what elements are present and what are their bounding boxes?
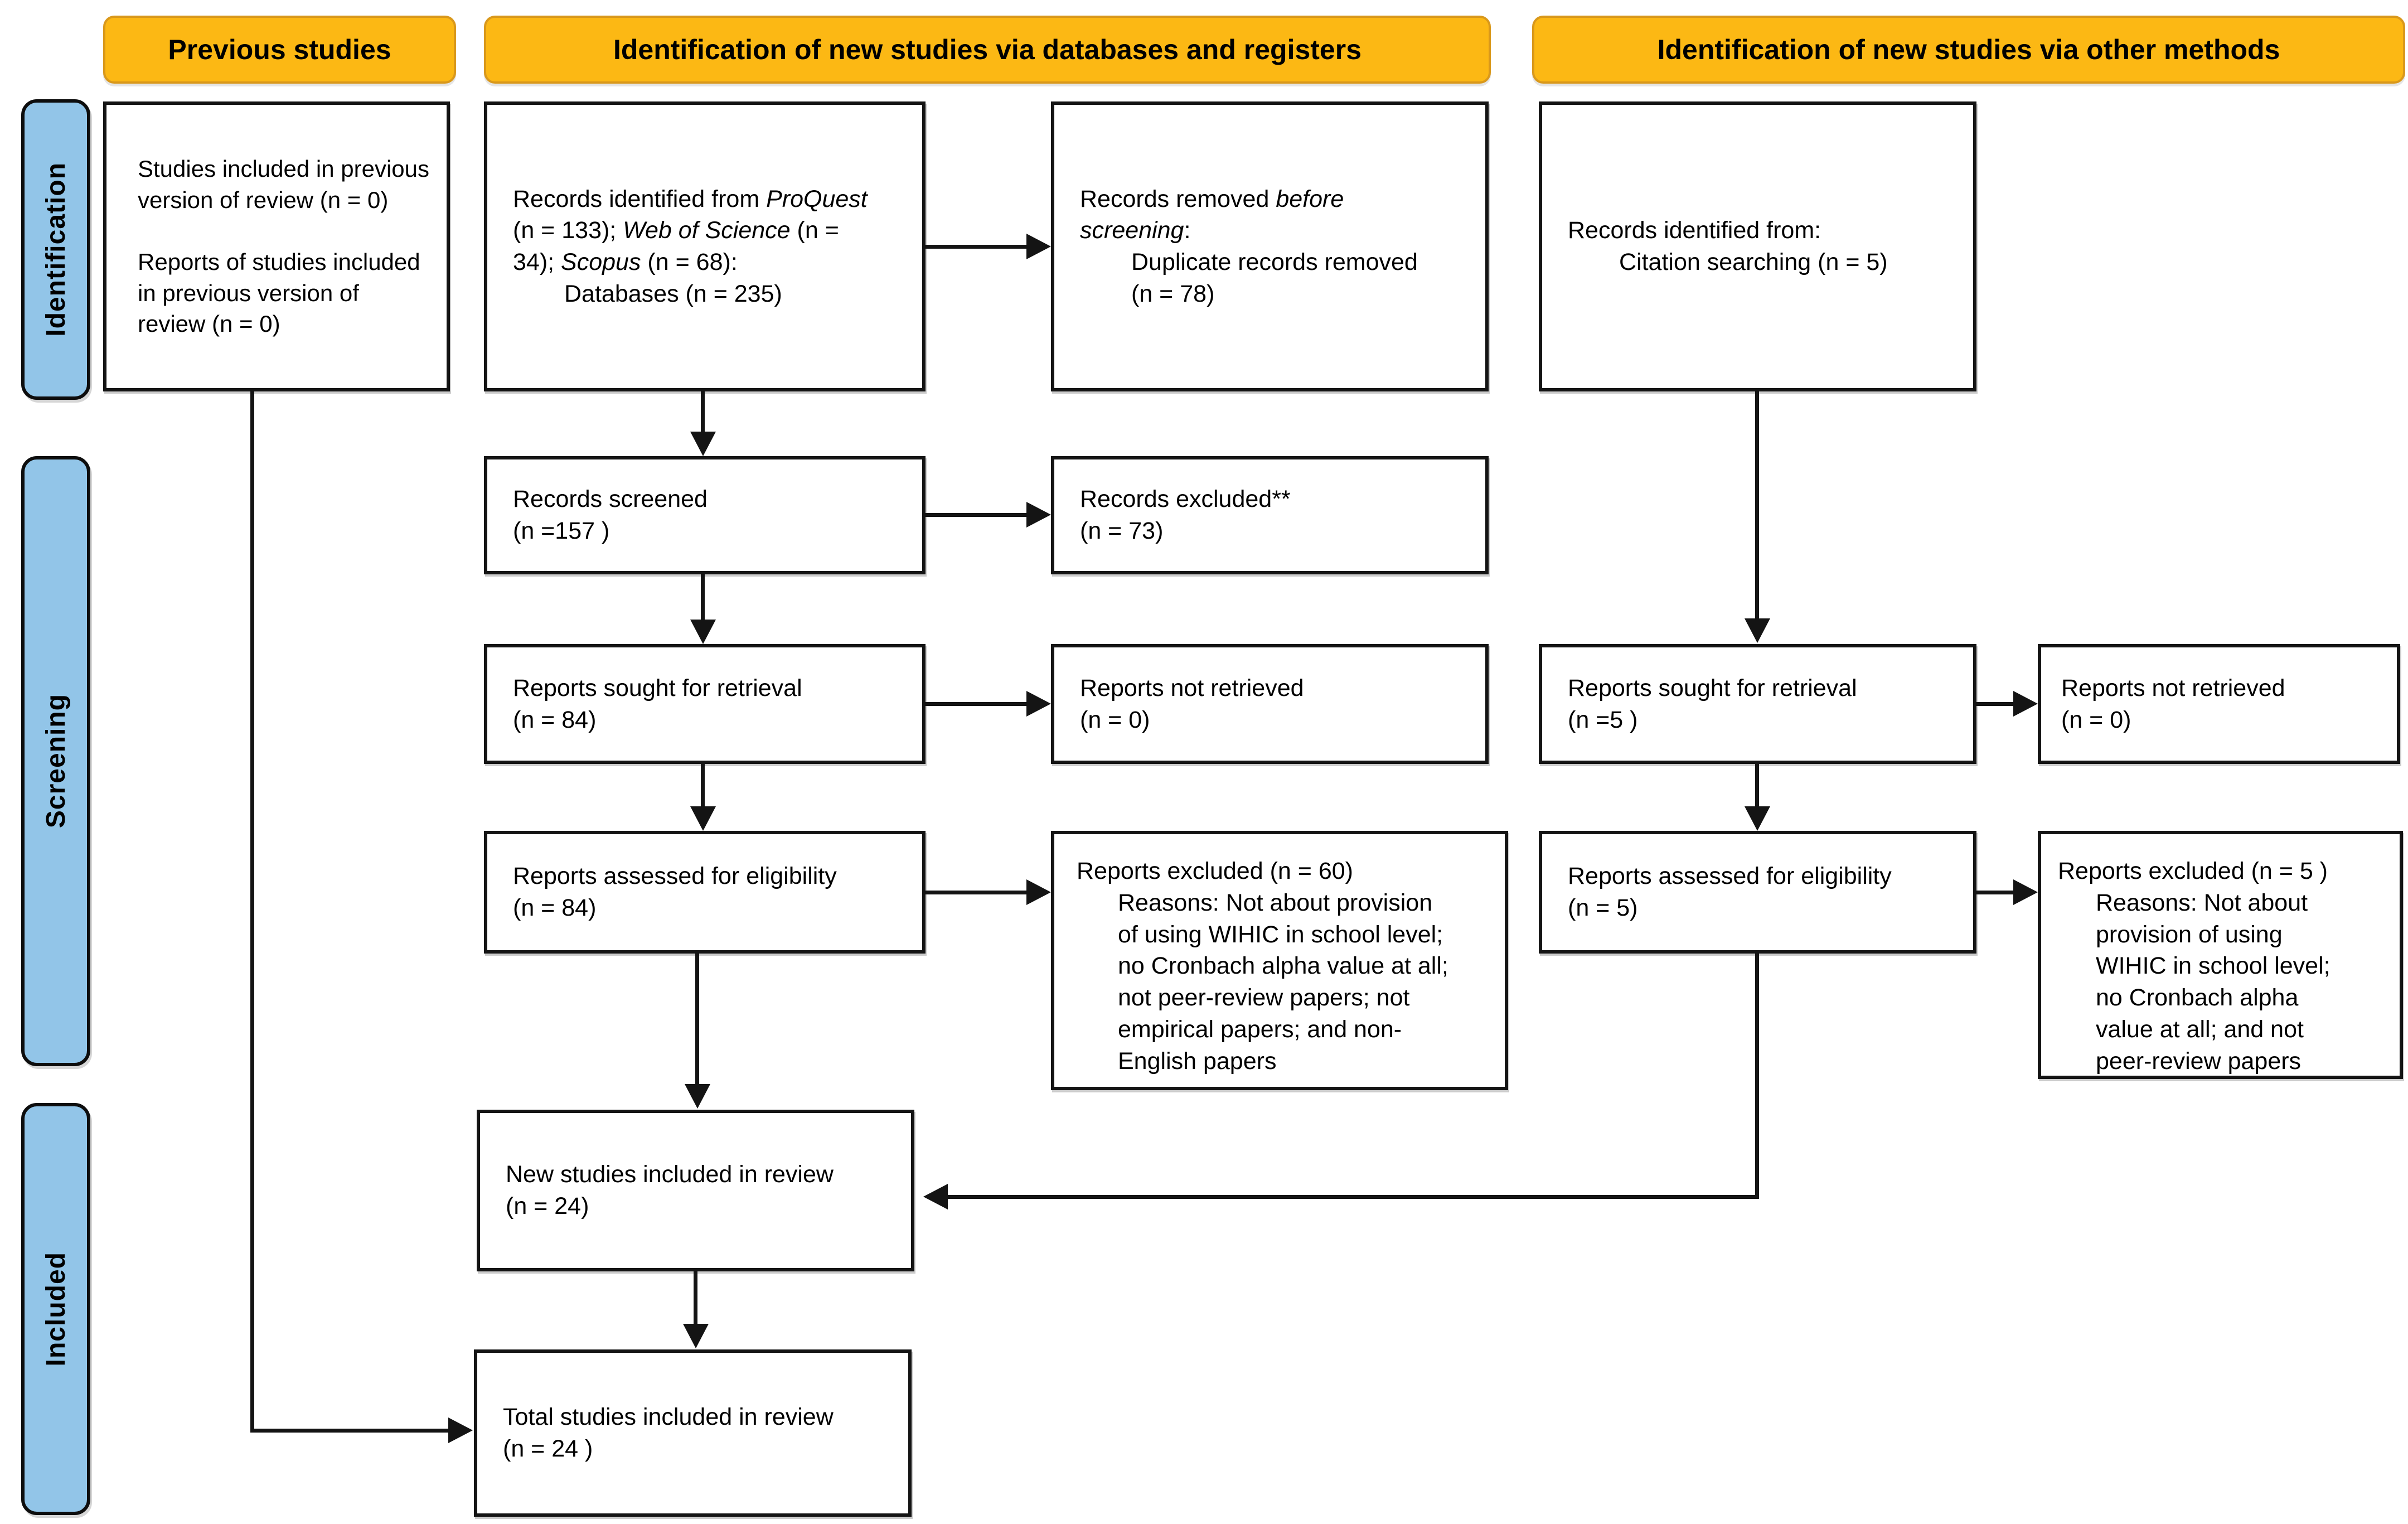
- records-identified-line3: [513, 246, 907, 278]
- records-identified-l1a: Records identified from: [513, 185, 767, 212]
- connector-db-identified-to-screened: [701, 391, 705, 434]
- records-identified-line4-databases-total: Databases (n = 235): [564, 280, 782, 307]
- box-records-excluded: [1051, 456, 1489, 574]
- connector-other-assessed-to-excluded: [1976, 891, 2015, 894]
- arrowhead-db-sought-to-assessed: [690, 806, 716, 831]
- stage-label-screening: [21, 456, 90, 1066]
- connector-other-sought-to-not-retrieved: [1976, 702, 2015, 706]
- previous-included-para2: Reports of studies included in previous version of review (n = 0): [138, 249, 420, 337]
- reports-excluded-elig-db-label: Reports excluded (n = 60): [1077, 858, 1353, 884]
- connector-other-identified-to-sought: [1755, 391, 1759, 621]
- box-reports-assessed-databases: [484, 831, 926, 954]
- reports-excluded-elig-db-reasons: Reasons: Not about provision of using WIHIC in school level; no Cronbach alpha value at all; not peer-review papers; not empirical papers; and non-English papers: [1118, 889, 1448, 1075]
- header-databases-registers: Identification of new studies via databases and registers: [484, 16, 1491, 84]
- connector-db-sought-to-assessed: [701, 764, 705, 809]
- stage-label-identification-text: Identification: [41, 162, 71, 337]
- records-removed-line1: [1080, 183, 1470, 215]
- records-identified-l3c: (n = 68):: [641, 249, 738, 275]
- reports-sought-db-count: (n = 84): [513, 706, 597, 733]
- records-identified-l1b-proquest: ProQuest: [766, 185, 868, 212]
- connector-other-assessed-elbow-horizontal: [948, 1195, 1759, 1199]
- reports-sought-other-label: Reports sought for retrieval: [1568, 674, 1857, 701]
- connector-sought-to-not-retrieved-db: [926, 702, 1029, 706]
- header-previous-studies: Previous studies: [103, 16, 456, 84]
- records-screened-label: Records screened: [513, 486, 708, 513]
- stage-label-identification: [21, 99, 90, 400]
- records-removed-line3-duplicates: Duplicate records removed: [1131, 249, 1418, 275]
- stage-label-included-text: Included: [41, 1251, 71, 1367]
- records-identified-line2: [513, 215, 907, 246]
- records-identified-l3a: 34);: [513, 249, 561, 275]
- box-records-removed-before-screening: [1051, 101, 1489, 391]
- records-removed-l2a-screening: screening: [1080, 217, 1184, 244]
- box-previous-studies-included: [103, 101, 450, 391]
- arrowhead-assessed-to-excluded-db: [1026, 879, 1051, 905]
- records-removed-line2: [1080, 215, 1470, 246]
- reports-not-retrieved-other-count: (n = 0): [2061, 706, 2131, 733]
- box-reports-not-retrieved-databases: [1051, 644, 1489, 764]
- arrowhead-previous-to-total-included: [448, 1417, 473, 1443]
- arrowhead-other-identified-to-sought: [1745, 618, 1770, 643]
- new-studies-included-count: (n = 24): [506, 1193, 589, 1220]
- records-excluded-count: (n = 73): [1080, 517, 1164, 544]
- connector-previous-elbow-vertical: [250, 391, 254, 1433]
- records-identified-line1: [513, 183, 907, 215]
- arrowhead-db-assessed-to-new-included: [685, 1084, 710, 1109]
- connector-previous-elbow-horizontal: [250, 1429, 451, 1433]
- records-identified-l2a: (n = 133);: [513, 217, 623, 244]
- box-records-identified-other: [1539, 101, 1976, 391]
- connector-db-assessed-to-new-included: [695, 954, 699, 1086]
- box-total-studies-included: [474, 1349, 912, 1517]
- box-reports-assessed-other: [1539, 831, 1976, 954]
- reports-sought-other-count: (n =5 ): [1568, 706, 1638, 733]
- arrowhead-db-screened-to-sought: [690, 620, 716, 644]
- arrowhead-other-sought-to-assessed: [1745, 806, 1770, 831]
- reports-assessed-other-count: (n = 5): [1568, 894, 1638, 921]
- header-other-methods: Identification of new studies via other methods: [1532, 16, 2405, 84]
- connector-new-included-to-total: [694, 1271, 697, 1326]
- box-reports-not-retrieved-other: [2038, 644, 2400, 764]
- box-records-screened: [484, 456, 926, 574]
- connector-identified-to-removed: [926, 245, 1029, 249]
- records-removed-line4-count: (n = 78): [1131, 280, 1215, 307]
- arrowhead-screened-to-excluded: [1026, 502, 1051, 528]
- records-removed-l1a: Records removed: [1080, 185, 1276, 212]
- reports-excluded-elig-other-label: Reports excluded (n = 5 ): [2058, 858, 2328, 884]
- total-studies-included-label: Total studies included in review: [503, 1404, 834, 1431]
- box-reports-excluded-eligibility-other: [2038, 831, 2403, 1079]
- reports-excluded-elig-other-reasons: Reasons: Not about provision of using WIHIC in school level; no Cronbach alpha value at all; and not peer-review papers: [2096, 889, 2331, 1075]
- arrowhead-db-identified-to-screened: [690, 432, 716, 456]
- arrowhead-sought-to-not-retrieved-db: [1026, 691, 1051, 717]
- records-identified-l2b-web-of-science: Web of Science: [623, 217, 791, 244]
- reports-sought-db-label: Reports sought for retrieval: [513, 674, 802, 701]
- reports-assessed-other-label: Reports assessed for eligibility: [1568, 863, 1892, 890]
- stage-label-included: [21, 1103, 90, 1515]
- records-removed-l2b-colon: :: [1184, 217, 1191, 244]
- box-reports-sought-other: [1539, 644, 1976, 764]
- connector-assessed-to-excluded-db: [926, 891, 1029, 894]
- records-identified-other-citation-searching: Citation searching (n = 5): [1619, 249, 1888, 275]
- reports-not-retrieved-other-label: Reports not retrieved: [2061, 674, 2285, 701]
- records-excluded-label: Records excluded**: [1080, 486, 1291, 513]
- box-reports-sought-databases: [484, 644, 926, 764]
- arrowhead-other-to-new-included: [923, 1184, 948, 1209]
- box-new-studies-included: [477, 1110, 914, 1271]
- box-records-identified-databases: [484, 101, 926, 391]
- reports-not-retrieved-db-label: Reports not retrieved: [1080, 674, 1304, 701]
- reports-assessed-db-label: Reports assessed for eligibility: [513, 863, 837, 890]
- connector-other-assessed-elbow-vertical: [1755, 954, 1759, 1199]
- connector-db-screened-to-sought: [701, 574, 705, 622]
- records-identified-l3b-scopus: Scopus: [561, 249, 641, 275]
- stage-label-screening-text: Screening: [41, 694, 71, 829]
- reports-not-retrieved-db-count: (n = 0): [1080, 706, 1150, 733]
- connector-other-sought-to-assessed: [1755, 764, 1759, 809]
- previous-included-para1: Studies included in previous version of review (n = 0): [138, 156, 429, 213]
- records-identified-other-label: Records identified from:: [1568, 217, 1821, 244]
- new-studies-included-label: New studies included in review: [506, 1161, 834, 1188]
- reports-assessed-db-count: (n = 84): [513, 894, 597, 921]
- records-identified-l2c: (n =: [790, 217, 839, 244]
- connector-screened-to-excluded: [926, 513, 1029, 517]
- paragraph-gap: [138, 215, 431, 246]
- arrowhead-identified-to-removed: [1026, 234, 1051, 259]
- arrowhead-other-assessed-to-excluded: [2013, 879, 2038, 905]
- records-removed-l1b-before: before: [1276, 185, 1344, 212]
- records-screened-count: (n =157 ): [513, 517, 610, 544]
- arrowhead-other-sought-to-not-retrieved: [2013, 691, 2038, 717]
- arrowhead-new-included-to-total: [683, 1324, 709, 1348]
- box-reports-excluded-eligibility-databases: [1051, 831, 1508, 1090]
- total-studies-included-count: (n = 24 ): [503, 1435, 593, 1462]
